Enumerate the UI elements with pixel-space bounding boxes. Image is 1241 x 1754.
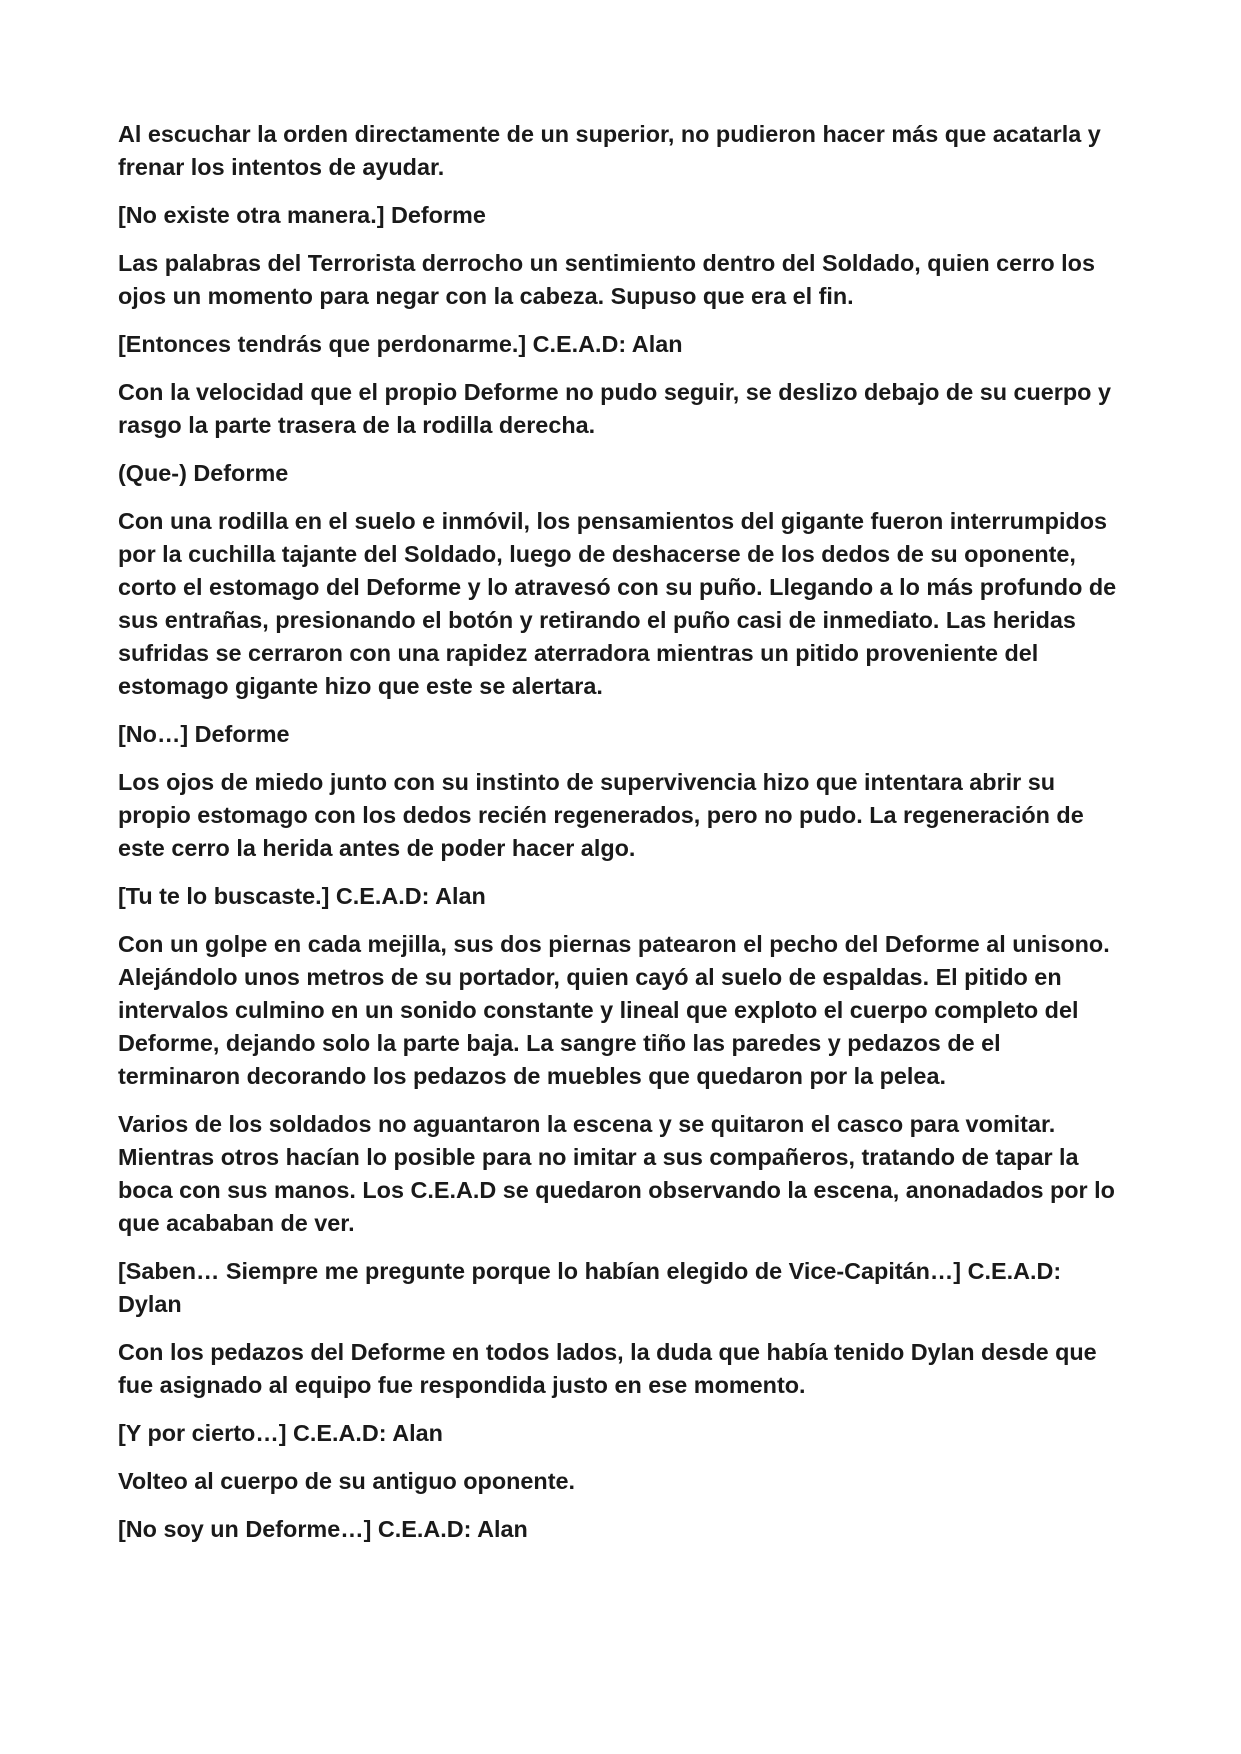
paragraph: Con una rodilla en el suelo e inmóvil, los pensamientos del gigante fueron interrumpidos por la cuchilla tajante del Soldado, luego de deshacerse de los dedos de su oponente, corto el estomago del Deforme y lo atravesó con su puño. Llegando a lo más profundo de sus entrañas, presionando el botón y retirando el puño casi de inmediato. Las heridas sufridas se cerraron con una rapidez aterradora mientras un pitido proveniente del estomago gigante hizo que este se alertara. [118,508,1117,699]
dialogue-line: [Saben… Siempre me pregunte porque lo habían elegido de Vice-Capitán…] C.E.A.D: Dylan [118,1258,1062,1317]
document-page [118,118,1128,1561]
paragraph: Con la velocidad que el propio Deforme no pudo seguir, se deslizo debajo de su cuerpo y rasgo la parte trasera de la rodilla derecha. [118,379,1111,438]
paragraph: Los ojos de miedo junto con su instinto de supervivencia hizo que intentara abrir su propio estomago con los dedos recién regenerados, pero no pudo. La regeneración de este cerro la herida antes de poder hacer algo. [118,769,1084,861]
paragraph: Con un golpe en cada mejilla, sus dos piernas patearon el pecho del Deforme al unisono. Alejándolo unos metros de su portador, quien cayó al suelo de espaldas. El pitido en intervalos culmino en un sonido constante y lineal que exploto el cuerpo completo del Deforme, dejando solo la parte baja. La sangre tiño las paredes y pedazos de el terminaron decorando los pedazos de muebles que quedaron por la pelea. [118,931,1110,1089]
paragraph: Las palabras del Terrorista derrocho un sentimiento dentro del Soldado, quien cerro los ojos un momento para negar con la cabeza. Supuso que era el fin. [118,250,1095,309]
dialogue-line: [No existe otra manera.] Deforme [118,202,486,228]
paragraph: Al escuchar la orden directamente de un superior, no pudieron hacer más que acatarla y frenar los intentos de ayudar. [118,121,1101,180]
dialogue-line: [Y por cierto…] C.E.A.D: Alan [118,1420,443,1446]
paragraph: Varios de los soldados no aguantaron la escena y se quitaron el casco para vomitar. Mientras otros hacían lo posible para no imitar a sus compañeros, tratando de tapar la boca con sus manos. Los C.E.A.D se quedaron observando la escena, anonadados por lo que acababan de ver. [118,1111,1115,1236]
dialogue-line: [Tu te lo buscaste.] C.E.A.D: Alan [118,883,486,909]
paragraph: Volteo al cuerpo de su antiguo oponente. [118,1468,576,1494]
dialogue-line: [No soy un Deforme…] C.E.A.D: Alan [118,1516,528,1542]
dialogue-line: [Entonces tendrás que perdonarme.] C.E.A.D: Alan [118,331,683,357]
paragraph: Con los pedazos del Deforme en todos lados, la duda que había tenido Dylan desde que fue asignado al equipo fue respondida justo en ese momento. [118,1339,1097,1398]
dialogue-line: (Que-) Deforme [118,460,289,486]
dialogue-line: [No…] Deforme [118,721,290,747]
